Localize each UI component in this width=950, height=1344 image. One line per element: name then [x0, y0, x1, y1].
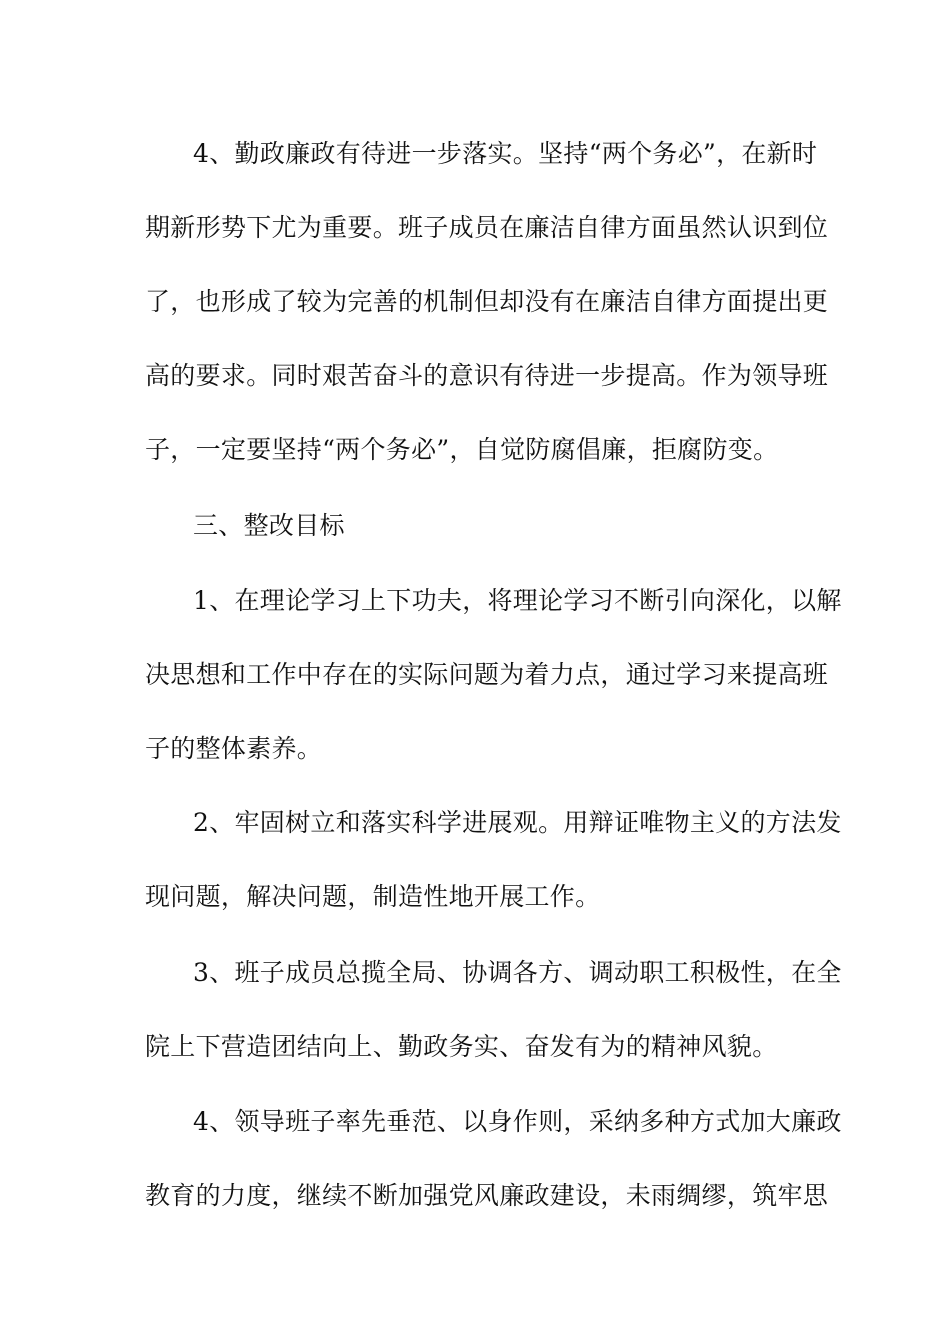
paragraph-line: 教育的力度，继续不断加强党风廉政建设，未雨绸缪，筑牢思: [145, 1181, 829, 1210]
paragraph-line: 现问题，解决问题，制造性地开展工作。: [145, 882, 601, 911]
section-heading: 三、整改目标: [193, 511, 345, 540]
paragraph-line: 2、牢固树立和落实科学进展观。用辩证唯物主义的方法发: [193, 808, 842, 837]
paragraph-line: 决思想和工作中存在的实际问题为着力点，通过学习来提高班: [145, 660, 829, 689]
paragraph-line: 4、领导班子率先垂范、以身作则，采纳多种方式加大廉政: [193, 1107, 842, 1136]
paragraph-line: 院上下营造团结向上、勤政务实、奋发有为的精神风貌。: [145, 1032, 778, 1061]
paragraph-line: 1、在理论学习上下功夫，将理论学习不断引向深化，以解: [193, 586, 842, 615]
paragraph-line: 4、勤政廉政有待进一步落实。坚持“两个务必”，在新时: [193, 139, 818, 168]
paragraph-line: 了，也形成了较为完善的机制但却没有在廉洁自律方面提出更: [145, 287, 829, 316]
paragraph-line: 期新形势下尤为重要。班子成员在廉洁自律方面虽然认识到位: [145, 213, 829, 242]
paragraph-line: 子的整体素养。: [145, 734, 323, 763]
paragraph-line: 3、班子成员总揽全局、协调各方、调动职工积极性，在全: [193, 958, 842, 987]
paragraph-line: 高的要求。同时艰苦奋斗的意识有待进一步提高。作为领导班: [145, 361, 829, 390]
paragraph-line: 子，一定要坚持“两个务必”，自觉防腐倡廉，拒腐防变。: [145, 435, 779, 464]
